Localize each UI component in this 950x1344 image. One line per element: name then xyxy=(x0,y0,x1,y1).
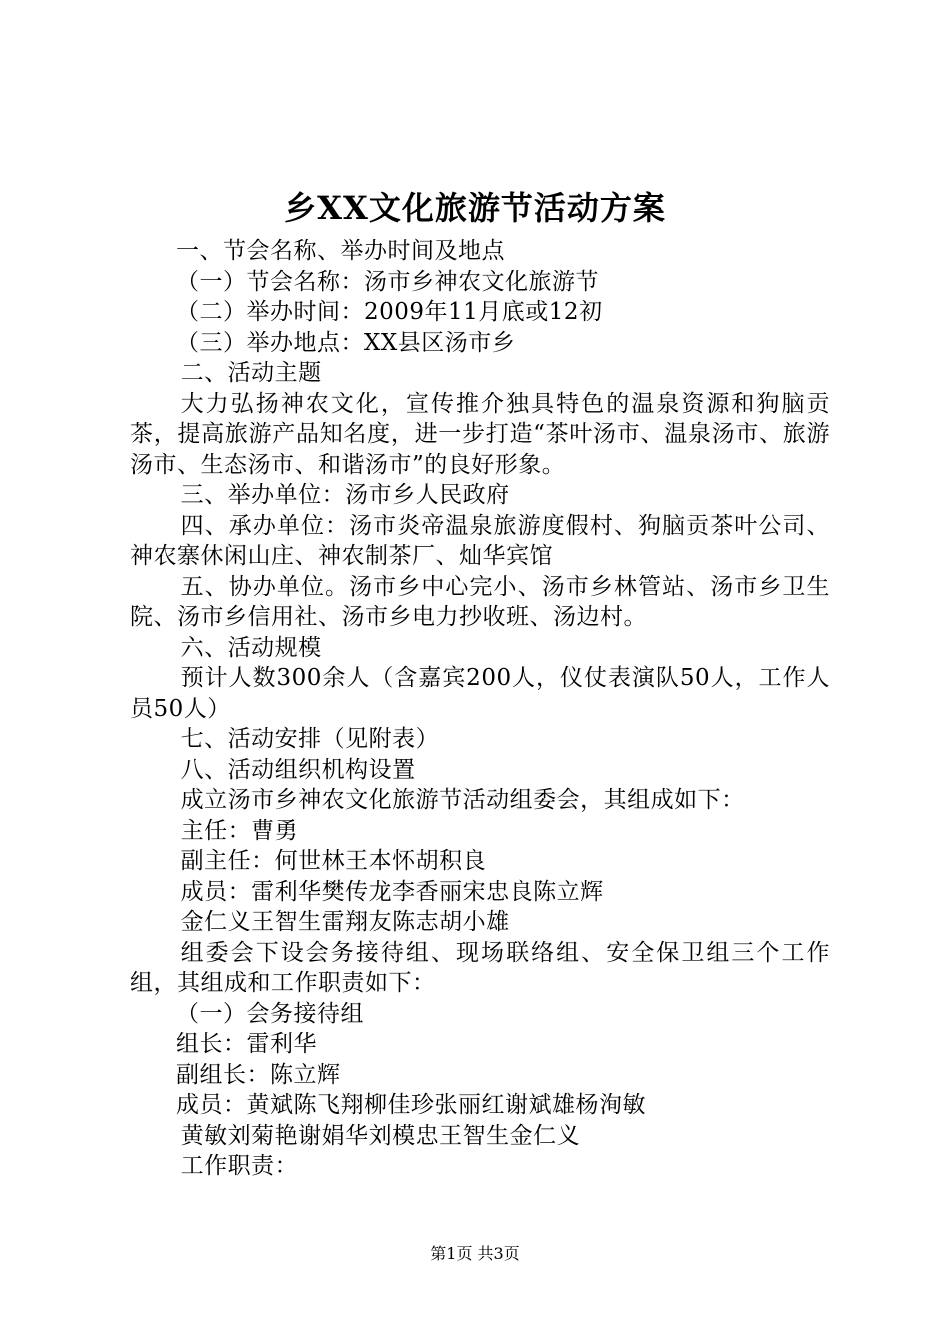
organizer-paragraph: 四、承办单位：汤市炎帝温泉旅游度假村、狗脑贡茶叶公司、神农寨休闲山庄、神农制茶厂、灿华宾馆 xyxy=(130,512,830,569)
section-heading-6: 六、活动规模 xyxy=(180,634,322,661)
reception-group-heading: （一）会务接待组 xyxy=(176,1000,364,1027)
group-members-line: 成员：黄斌陈飞翔柳佳珍张丽红谢斌雄杨洵敏 xyxy=(176,1092,646,1118)
document-body xyxy=(130,236,830,1182)
section-heading-1: 一、节会名称、举办时间及地点 xyxy=(176,238,505,264)
duties-heading: 工作职责： xyxy=(180,1153,299,1179)
members-line: 成员：雷利华樊传龙李香丽宋忠良陈立辉 xyxy=(180,878,604,905)
deputy-director-line: 副主任：何世林王本怀胡积良 xyxy=(180,848,487,874)
deputy-group-leader-line: 副组长：陈立辉 xyxy=(176,1061,341,1088)
section-heading-7: 七、活动安排（见附表） xyxy=(180,726,440,752)
director-line: 主任：曹勇 xyxy=(180,817,299,844)
section-heading-2: 二、活动主题 xyxy=(180,360,322,386)
event-location-line: （三）举办地点：XX县区汤市乡 xyxy=(176,329,516,356)
document-title: 乡XX文化旅游节活动方案 xyxy=(284,189,666,227)
co-organizer-paragraph: 五、协办单位。汤市乡中心完小、汤市乡林管站、汤市乡卫生院、汤市乡信用社、汤市乡电力抄收班、汤边村。 xyxy=(130,573,830,630)
committee-intro: 成立汤市乡神农文化旅游节活动组委会，其组成如下： xyxy=(180,787,745,813)
event-name-line: （一）节会名称：汤市乡神农文化旅游节 xyxy=(176,268,599,295)
group-members-line-continued: 黄敏刘菊艳谢娟华刘模忠王智生金仁义 xyxy=(180,1122,581,1149)
scale-paragraph: 预计人数300余人（含嘉宾200人，仪仗表演队50人，工作人员50人） xyxy=(130,665,830,722)
event-time-line: （二）举办时间：2009年11月底或12初 xyxy=(176,299,603,325)
working-groups-paragraph: 组委会下设会务接待组、现场联络组、安全保卫组三个工作组，其组成和工作职责如下： xyxy=(130,939,830,996)
host-unit-line: 三、举办单位：汤市乡人民政府 xyxy=(180,482,510,508)
page-number-footer: 第1页 共3页 xyxy=(430,1244,520,1263)
group-leader-line: 组长：雷利华 xyxy=(176,1031,317,1057)
members-line-continued: 金仁义王智生雷翔友陈志胡小雄 xyxy=(180,909,510,935)
theme-paragraph: 大力弘扬神农文化，宣传推介独具特色的温泉资源和狗脑贡茶，提高旅游产品知名度，进一步打造“茶叶汤市、温泉汤市、旅游汤市、生态汤市、和谐汤市”的良好形象。 xyxy=(130,390,830,478)
section-heading-8: 八、活动组织机构设置 xyxy=(180,756,416,783)
